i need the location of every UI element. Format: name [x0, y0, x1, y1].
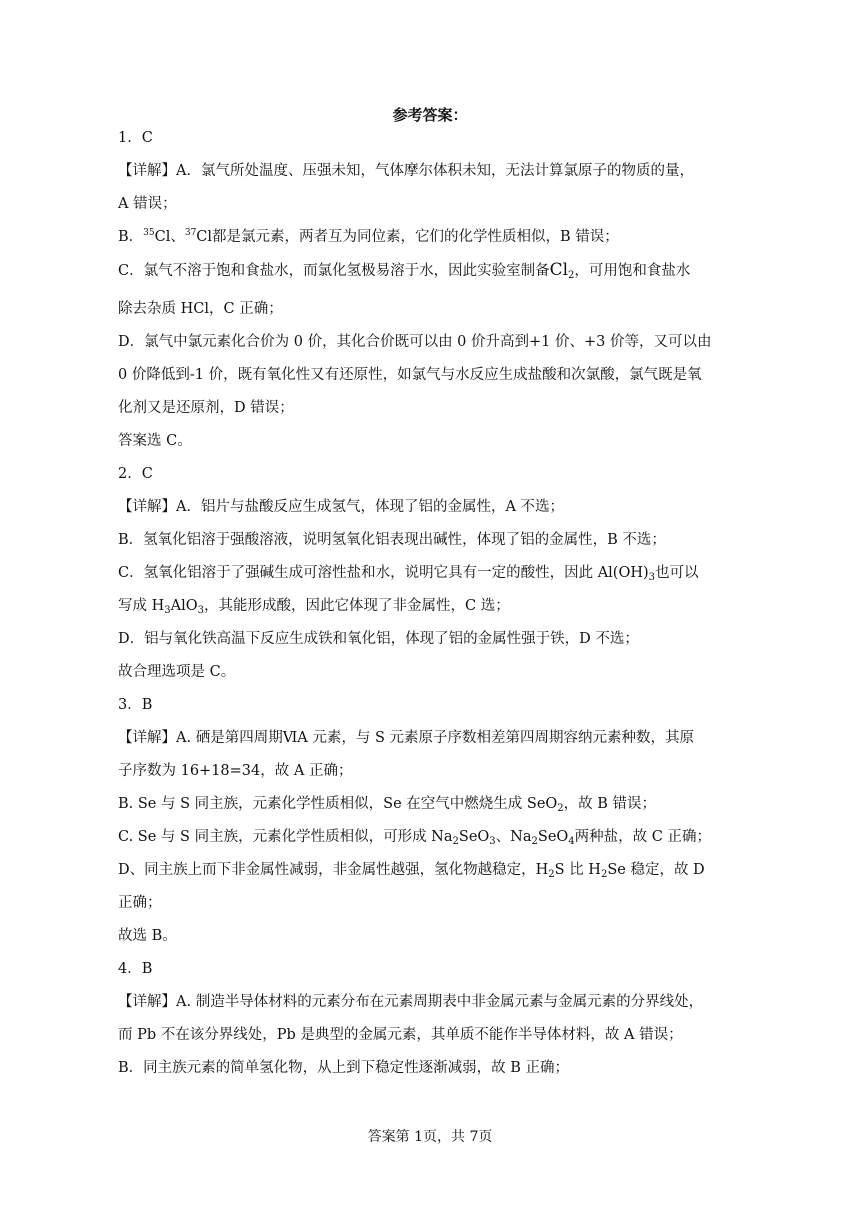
- q2-explain-a: 【详解】A．铝片与盐酸反应生成氢气，体现了铝的金属性，A 不选；: [118, 499, 565, 515]
- q3-c-sub4: 4: [568, 836, 575, 847]
- q1-c-formula-sub: 2: [568, 270, 575, 281]
- q2-c2-prefix: 写成 H: [118, 598, 165, 614]
- q1-c-prefix: C．氯气不溶于饱和食盐水，而氯化氢极易溶于水，因此实验室制备: [118, 263, 550, 279]
- q2-c2-sub1: 3: [164, 605, 171, 616]
- q3-explain-a-1: 【详解】A. 硒是第四周期ⅥA 元素，与 S 元素原子序数相差第四周期容纳元素种数，其原: [118, 730, 695, 746]
- q1-explain-d-1: D．氯气中氯元素化合价为 0 价，其化合价既可以由 0 价升高到+1 价、+3 价等，又可以由: [118, 334, 712, 350]
- q3-d-sub1: 2: [548, 869, 555, 880]
- q3-number: 3．B: [118, 697, 153, 713]
- page-footer: 答案第 1页，共 7页: [367, 1129, 493, 1145]
- q2-explain-d: D．铝与氧化铁高温下反应生成铁和氧化铝，体现了铝的金属性强于铁，D 不选；: [118, 631, 639, 647]
- q1-explain-c-2: 除去杂质 HCl，C 正确；: [118, 301, 283, 317]
- q3-answer: 故选 B。: [118, 928, 177, 944]
- q4-explain-a-2: 而 Pb 不在该分界线处，Pb 是典型的金属元素，其单质不能作半导体材料，故 A 错误；: [118, 1027, 683, 1043]
- q1-b-isotope1-mass: 35: [143, 228, 155, 238]
- q2-c-prefix: C．氢氧化铝溶于了强碱生成可溶性盐和水，说明它具有一定的酸性，因此 Al(OH): [118, 565, 649, 581]
- q1-b-prefix: B．: [118, 229, 144, 245]
- q3-c-prefix: C. Se 与 S 同主族，元素化学性质相似，可形成 Na: [118, 829, 453, 845]
- q2-c-sub: 3: [648, 572, 656, 583]
- q1-c-suffix: ，可用饱和食盐水: [574, 263, 691, 279]
- q3-explain-d-1: [118, 860, 738, 880]
- q3-explain-c: [118, 827, 738, 847]
- q1-b-isotope2: Cl: [196, 229, 213, 245]
- q2-answer: 故合理选项是 C。: [118, 664, 236, 680]
- page-title: 参考答案：: [392, 106, 468, 124]
- answer-content: [118, 128, 738, 1091]
- q2-c-suffix: 也可以: [655, 565, 699, 581]
- q1-b-isotope1: Cl、: [154, 229, 185, 245]
- q2-number: 2．C: [118, 466, 153, 482]
- q3-explain-d-2: 正确；: [118, 895, 162, 911]
- q1-explain-a-1: 【详解】A．氯气所处温度、压强未知，气体摩尔体积未知，无法计算氯原子的物质的量，: [118, 163, 694, 179]
- q3-d-sub2: 2: [600, 869, 608, 880]
- q4-explain-a-1: 【详解】A. 制造半导体材料的元素分布在元素周期表中非金属元素与金属元素的分界线处，: [118, 994, 704, 1010]
- q1-explain-d-3: 化剂又是还原剂，D 错误；: [118, 400, 294, 416]
- q1-b-suffix: 都是氯元素，两者互为同位素，它们的化学性质相似，B 错误；: [212, 229, 619, 245]
- q3-d-prefix: D、同主族上而下非金属性减弱，非金属性越强，氢化物越稳定，H: [118, 862, 549, 878]
- q3-c-mid3: SeO: [537, 829, 569, 845]
- q3-c-mid2: 、Na: [495, 829, 532, 845]
- q1-b-isotope2-mass: 37: [184, 228, 197, 238]
- q1-explain-c-1: [118, 260, 738, 281]
- q1-number: 1．C: [118, 130, 153, 146]
- q3-c-suffix: 两种盐，故 C 正确；: [574, 829, 711, 845]
- q1-explain-b: [118, 227, 738, 247]
- q3-explain-b: [118, 794, 738, 814]
- q2-explain-c-1: [118, 563, 738, 583]
- q3-explain-a-2: 子序数为 16+18=34，故 A 正确；: [118, 763, 353, 779]
- q3-d-suffix: Se 稳定，故 D: [607, 862, 705, 878]
- q2-explain-c-2: [118, 596, 738, 616]
- q1-answer: 答案选 C。: [118, 433, 192, 449]
- q2-c2-sub2: 3: [197, 605, 205, 616]
- q3-d-mid: S 比 H: [554, 862, 601, 878]
- q3-b-suffix: ，故 B 错误；: [563, 796, 657, 812]
- q3-b-sub: 2: [557, 803, 564, 814]
- q3-b-prefix: B. Se 与 S 同主族，元素化学性质相似，Se 在空气中燃烧生成 SeO: [118, 796, 558, 812]
- q1-c-formula: Cl: [549, 260, 569, 280]
- q1-explain-a-2: A 错误；: [118, 196, 177, 212]
- q3-c-sub2: 3: [489, 836, 496, 847]
- q3-c-sub3: 2: [531, 836, 538, 847]
- q3-c-sub1: 2: [452, 836, 459, 847]
- q2-c2-suffix: ，其能形成酸，因此它体现了非金属性，C 选；: [204, 598, 510, 614]
- q2-c2-mid: AlO: [170, 598, 198, 614]
- q4-number: 4．B: [118, 961, 153, 977]
- q3-c-mid1: SeO: [458, 829, 490, 845]
- q4-explain-b: B．同主族元素的简单氢化物，从上到下稳定性逐渐减弱，故 B 正确；: [118, 1060, 570, 1076]
- q2-explain-b: B．氢氧化铝溶于强酸溶液，说明氢氧化铝表现出碱性，体现了铝的金属性，B 不选；: [118, 532, 666, 548]
- q1-explain-d-2: 0 价降低到-1 价，既有氧化性又有还原性，如氯气与水反应生成盐酸和次氯酸，氯气既是氧: [118, 367, 702, 383]
